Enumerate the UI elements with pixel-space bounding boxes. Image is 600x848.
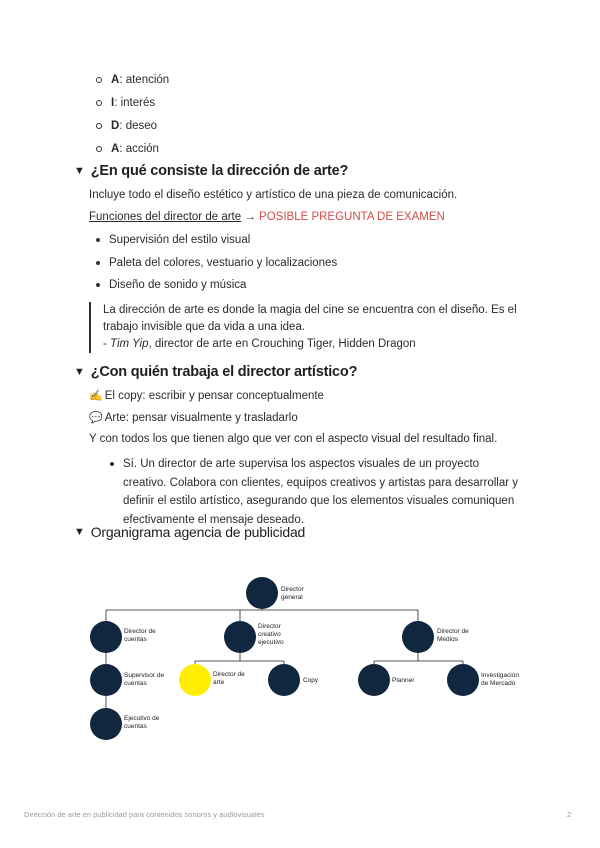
circle-bullet-icon	[96, 100, 102, 106]
bullet-dot-icon	[110, 462, 114, 466]
label-director-general-1: Director	[281, 586, 304, 593]
list-item: Paleta del colores, vestuario y localizaciones	[96, 257, 337, 269]
footer-title: Dirección de arte en publicidad para contenidos sonoros y audiovisuales	[24, 810, 265, 819]
node-copy	[268, 664, 300, 696]
bullet-dot-icon	[96, 283, 100, 287]
list-item: Diseño de sonido y música	[96, 279, 246, 291]
node-director-general	[246, 577, 278, 609]
label-director-medios-2: Medios	[437, 636, 458, 643]
label-director-arte-1: Director de	[213, 671, 245, 678]
toggle-triangle-icon[interactable]: ▼	[74, 366, 85, 378]
label-copy: Copy	[303, 677, 319, 684]
arrow-icon: →	[244, 211, 256, 223]
org-chart	[0, 560, 600, 750]
label-supervisor-1: Supervisor de	[124, 672, 165, 679]
bullet-dot-icon	[96, 238, 100, 242]
toggle-triangle-icon[interactable]: ▼	[74, 165, 85, 177]
functions-line	[89, 211, 445, 223]
exam-note: POSIBLE PREGUNTA DE EXAMEN	[259, 211, 445, 223]
label-director-arte-2: arte	[213, 679, 225, 686]
list-item: A : acción	[96, 143, 159, 155]
list-item: I : interés	[96, 97, 155, 109]
quote-author: Tim Yip	[110, 338, 149, 350]
label-director-creativo-3: ejecutivo	[258, 639, 284, 646]
all-visual-line: Y con todos los que tienen algo que ver con el aspecto visual del resultado final.	[89, 433, 498, 445]
node-planner	[358, 664, 390, 696]
functions-link[interactable]: Funciones del director de arte	[89, 211, 242, 223]
node-investigacion	[447, 664, 479, 696]
label-director-cuentas-1: Director de	[124, 628, 156, 635]
list-item: Supervisión del estilo visual	[96, 234, 250, 246]
node-director-medios	[402, 621, 434, 653]
list-item: D : deseo	[96, 120, 157, 132]
list-item: A : atención	[96, 74, 169, 86]
node-director-cuentas	[90, 621, 122, 653]
quote-block: La dirección de arte es donde la magia del cine se encuentra con el diseño. Es el trabajo invisible que da vida a una idea. - Tim Yip, director de arte en Crouching Tiger, Hidden Dragon	[89, 302, 543, 353]
label-ejecutivo-1: Ejecutivo de	[124, 715, 160, 722]
label-director-medios-1: Director de	[437, 628, 469, 635]
node-director-creativo	[224, 621, 256, 653]
arte-line: 💬 Arte: pensar visualmente y trasladarlo	[89, 411, 298, 424]
label-planner: Planner	[392, 677, 415, 684]
label-supervisor-2: cuentas	[124, 680, 147, 687]
copy-line: ✍️ El copy: escribir y pensar conceptualmente	[89, 389, 324, 402]
circle-bullet-icon	[96, 123, 102, 129]
circle-bullet-icon	[96, 146, 102, 152]
label-director-general-2: general	[281, 594, 303, 601]
bullet-dot-icon	[96, 261, 100, 265]
label-ejecutivo-2: cuentas	[124, 723, 147, 730]
nested-list-item: Sí. Un director de arte supervisa los aspectos visuales de un proyecto creativo. Colabora con clientes, equipos creativos y artistas para desarrollar y definir el estilo artístico, asegurando que los elementos visuales comuniquen efectivamente el mensaje deseado.	[110, 455, 530, 529]
node-supervisor-cuentas	[90, 664, 122, 696]
label-investigacion-1: Investigación	[481, 672, 519, 679]
label-investigacion-2: de Mercado	[481, 680, 516, 687]
label-director-cuentas-2: cuentas	[124, 636, 147, 643]
circle-bullet-icon	[96, 77, 102, 83]
node-ejecutivo-cuentas	[90, 708, 122, 740]
label-director-creativo-2: creativo	[258, 631, 281, 638]
node-director-arte	[179, 664, 211, 696]
toggle-triangle-icon[interactable]: ▼	[74, 526, 85, 538]
intro-paragraph: Incluye todo el diseño estético y artístico de una pieza de comunicación.	[89, 189, 458, 201]
toggle-heading-direccion-arte[interactable]: ▼ ¿En qué consiste la dirección de arte?	[74, 163, 349, 179]
toggle-heading-organigrama[interactable]: ▼ Organigrama agencia de publicidad	[74, 524, 306, 540]
page-number: 2	[567, 810, 572, 819]
writing-hand-icon: ✍️	[89, 390, 103, 402]
toggle-heading-con-quien[interactable]: ▼ ¿Con quién trabaja el director artístico?	[74, 364, 358, 380]
speech-bubble-icon: 💬	[89, 412, 103, 424]
label-director-creativo-1: Director	[258, 623, 281, 630]
